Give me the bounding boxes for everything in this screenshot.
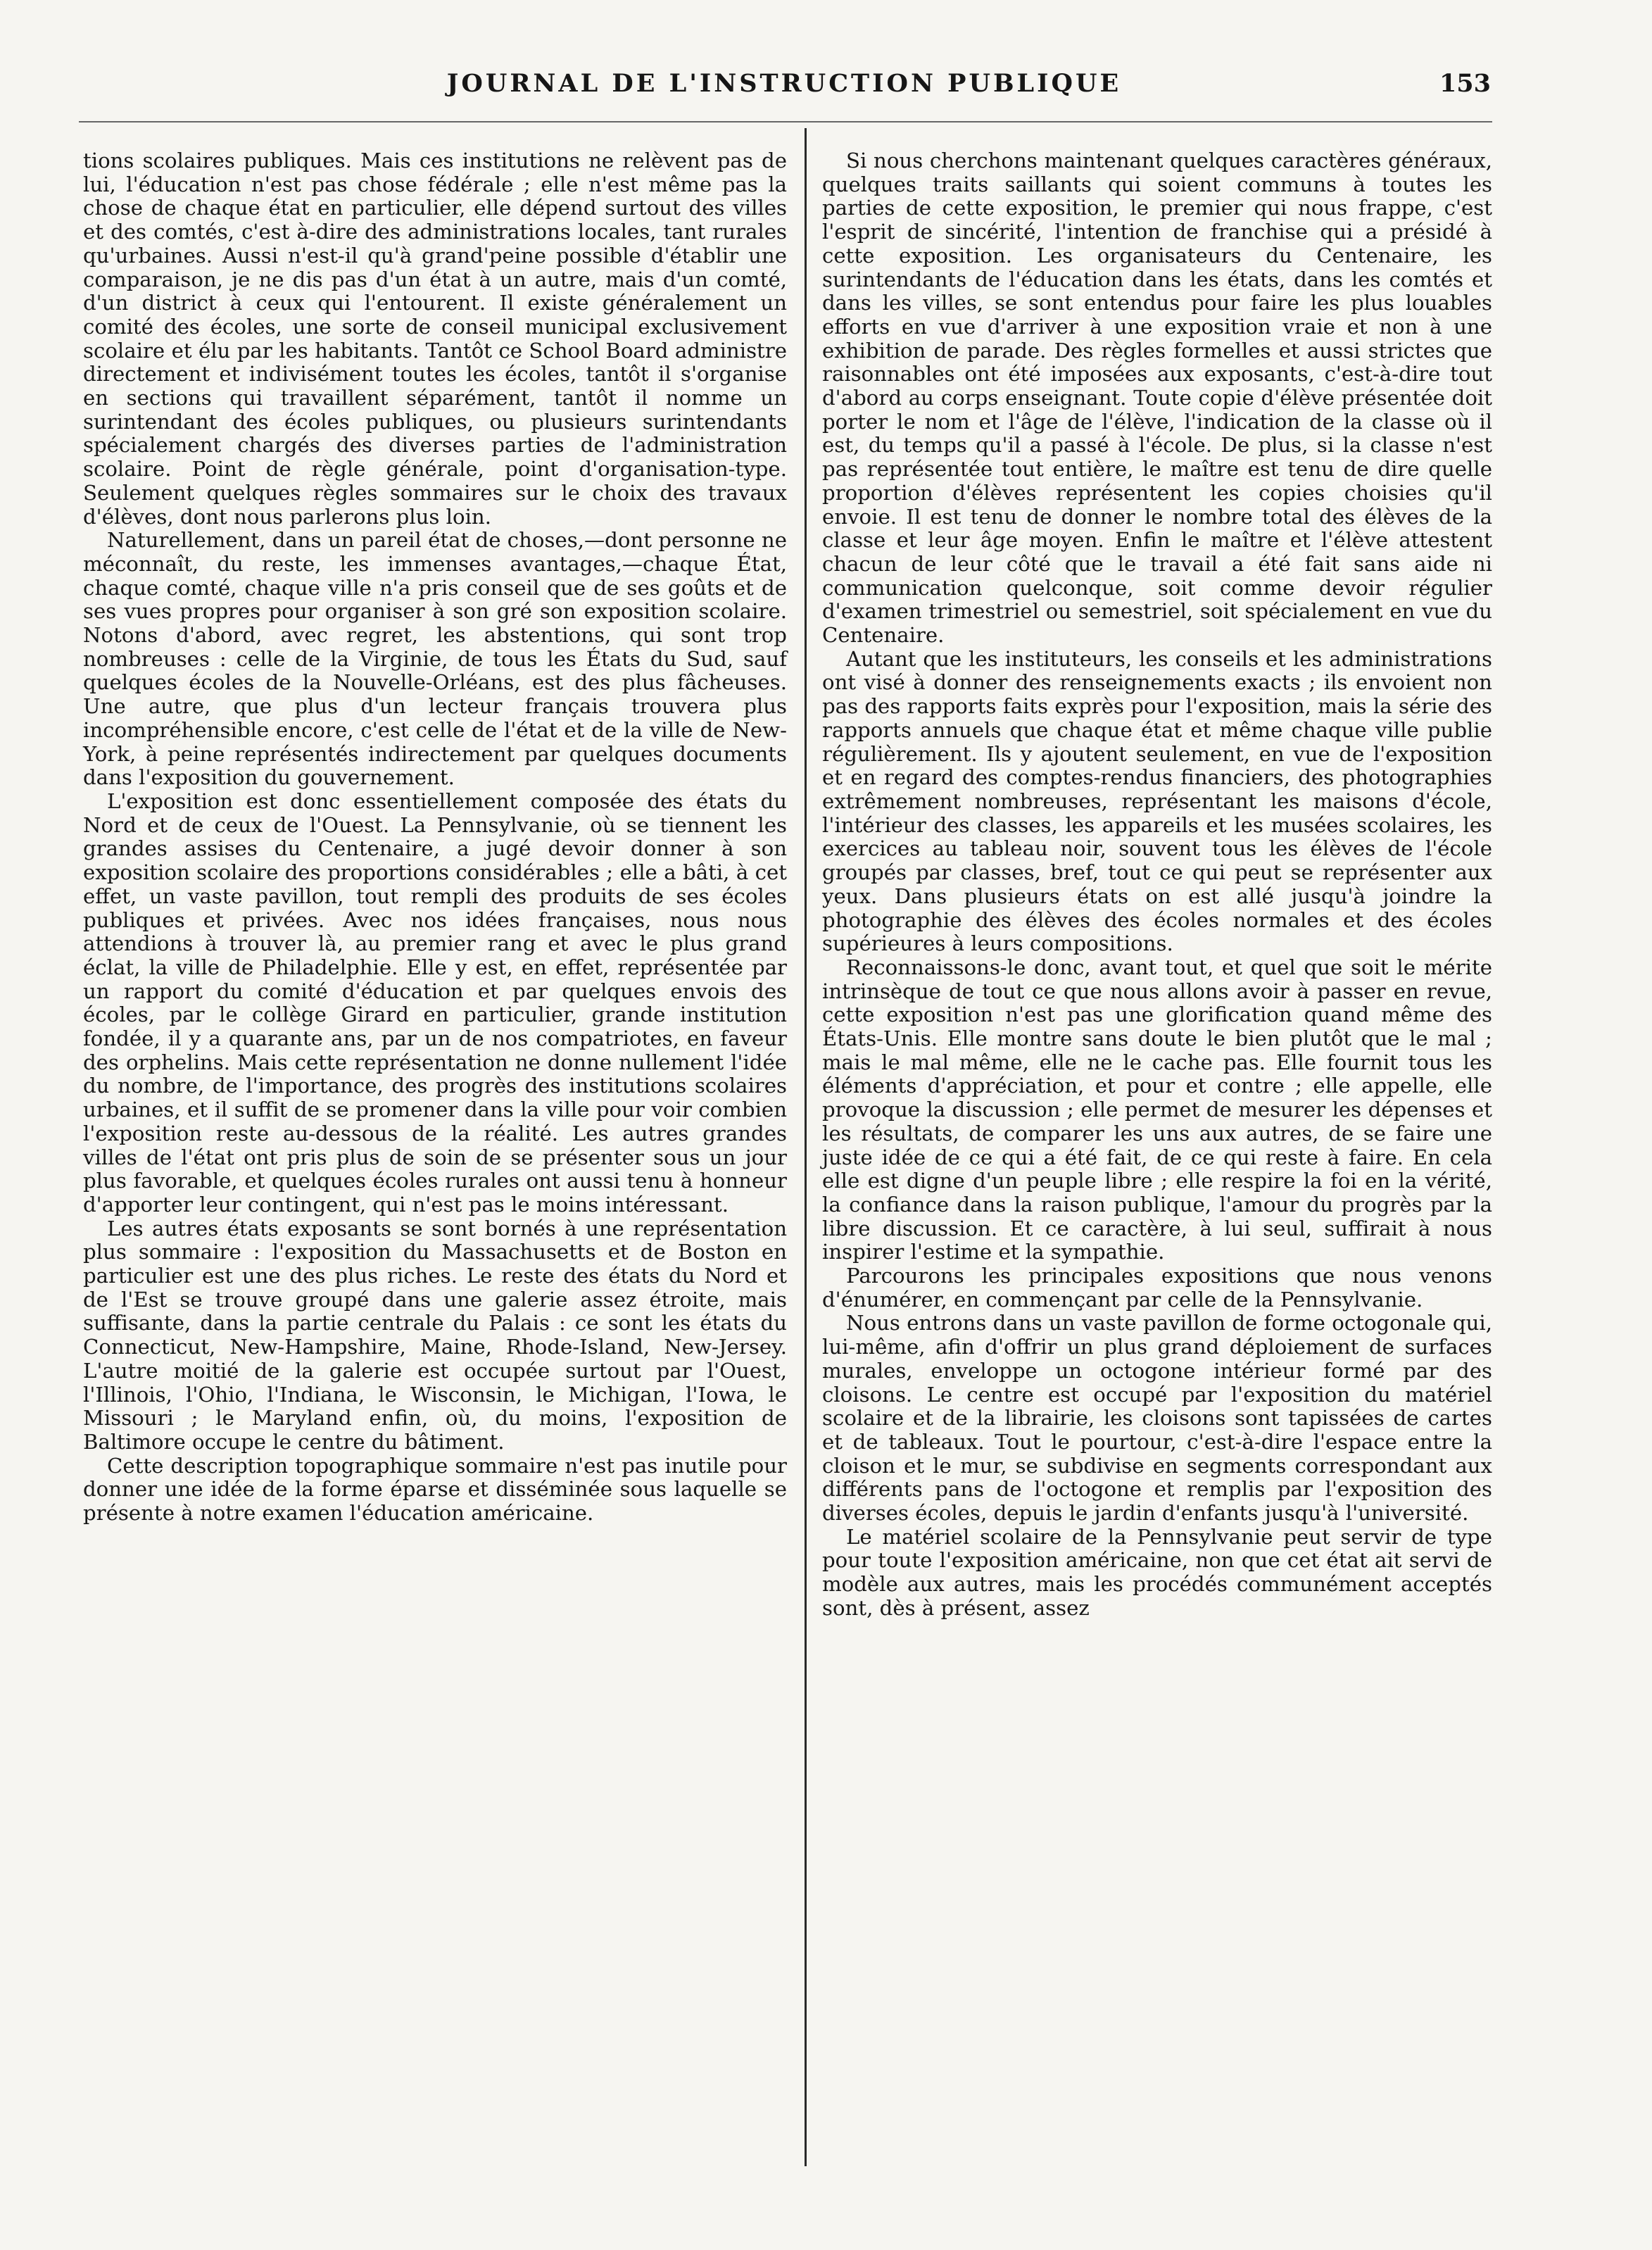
paragraph: Le matériel scolaire de la Pennsylvanie peut servir de type pour toute l'exposition américaine, non que cet état ait servi de modèle aux autres, mais les procédés communément acceptés sont, dès à présent, assez xyxy=(822,1524,1492,1620)
page-number: 153 xyxy=(1439,69,1491,98)
paragraph: tions scolaires publiques. Mais ces institutions ne relèvent pas de lui, l'éducation n'est pas chose fédérale ; elle n'est même pas la chose de chaque état en particulier, elle dépend surtout des villes et des comtés, c'est à-dire des administrations locales, tant rurales qu'urbaines. Aussi n'est-il qu'à grand'peine possible d'établir une comparaison, je ne dis pas d'un état à un autre, mais d'un comté, d'un district à ceux qui l'entourent. Il existe généralement un comité des écoles, une sorte de conseil municipal exclusivement scolaire et élu par les habitants. Tantôt ce School Board administre directement et indivisément toutes les écoles, tantôt il s'organise en sections qui travaillent séparément, tantôt il nomme un surintendant des écoles publiques, ou plusieurs surintendants spécialement chargés des diverses parties de l'administration scolaire. Point de règle générale, point d'organisation-type. Seulement quelques règles sommaires sur le choix des travaux d'élèves, dont nous parlerons plus loin. xyxy=(83,149,787,529)
left-column xyxy=(83,149,787,1526)
right-column xyxy=(822,149,1492,1621)
column-divider xyxy=(805,128,807,2166)
paragraph: Les autres états exposants se sont bornés à une représentation plus sommaire : l'exposition du Massachusetts et de Boston en particulier est une des plus riches. Le reste des états du Nord et de l'Est se trouve groupé dans une galerie assez étroite, mais suffisante, dans la partie centrale du Palais : ce sont les états du Connecticut, New-Hampshire, Maine, Rhode-Island, New-Jersey. L'autre moitié de la galerie est occupée surtout par l'Ouest, l'Illinois, l'Ohio, l'Indiana, le Wisconsin, le Michigan, l'Iowa, le Missouri ; le Maryland enfin, où, du moins, l'exposition de Baltimore occupe le centre du bâtiment. xyxy=(83,1216,787,1454)
running-title: JOURNAL DE L'INSTRUCTION PUBLIQUE xyxy=(446,69,1122,98)
paragraph: Nous entrons dans un vaste pavillon de forme octogonale qui, lui-même, afin d'offrir un plus grand déploiement de surfaces murales, enveloppe un octogone intérieur formé par des cloisons. Le centre est occupé par l'exposition du matériel scolaire et de la librairie, les cloisons sont tapissées de cartes et de tableaux. Tout le pourtour, c'est-à-dire l'espace entre la cloison et le mur, se subdivise en segments correspondant aux différents pans de l'octogone et remplis par l'exposition des diverses écoles, depuis le jardin d'enfants jusqu'à l'université. xyxy=(822,1311,1492,1526)
page-header xyxy=(77,69,1491,106)
paragraph: L'exposition est donc essentiellement composée des états du Nord et de ceux de l'Ouest. La Pennsylvanie, où se tiennent les grandes assises du Centenaire, a jugé devoir donner à son exposition scolaire des proportions considérables ; elle a bâti, à cet effet, un vaste pavillon, tout rempli des produits de ses écoles publiques et privées. Avec nos idées françaises, nous nous attendions à trouver là, au premier rang et avec le plus grand éclat, la ville de Philadelphie. Elle y est, en effet, représentée par un rapport du comité d'éducation et par quelques envois des écoles, par le collège Girard en particulier, grande institution fondée, il y a quarante ans, par un de nos compatriotes, en faveur des orphelins. Mais cette représentation ne donne nullement l'idée du nombre, de l'importance, des progrès des institutions scolaires urbaines, et il suffit de se promener dans la ville pour voir combien l'exposition reste au-dessous de la réalité. Les autres grandes villes de l'état ont pris plus de soin de se présenter sous un jour plus favorable, et quelques écoles rurales ont aussi tenu à honneur d'apporter leur contingent, qui n'est pas le moins intéressant. xyxy=(83,788,787,1217)
paragraph: Cette description topographique sommaire n'est pas inutile pour donner une idée de la forme éparse et disséminée sous laquelle se présente à notre examen l'éducation américaine. xyxy=(83,1453,787,1526)
paragraph: Reconnaissons-le donc, avant tout, et quel que soit le mérite intrinsèque de tout ce que nous allons avoir à passer en revue, cette exposition n'est pas une glorification quand même des États-Unis. Elle montre sans doute le bien plutôt que le mal ; mais le mal même, elle ne le cache pas. Elle fournit tous les éléments d'appréciation, et pour et contre ; elle appelle, elle provoque la discussion ; elle permet de mesurer les dépenses et les résultats, de comparer les uns aux autres, de se faire une juste idée de ce qui a été fait, de ce qui reste à faire. En cela elle est digne d'un peuple libre ; elle respire la foi en la vérité, la confiance dans la raison publique, l'amour du progrès par la libre discussion. Et ce caractère, à lui seul, suffirait à nous inspirer l'estime et la sympathie. xyxy=(822,955,1492,1264)
paragraph: Si nous cherchons maintenant quelques caractères généraux, quelques traits saillants qui soient communs à toutes les parties de cette exposition, le premier qui nous frappe, c'est l'esprit de sincérité, l'intention de franchise qui a présidé à cette exposition. Les organisateurs du Centenaire, les surintendants de l'éducation dans les états, dans les comtés et dans les villes, se sont entendus pour faire les plus louables efforts en vue d'arriver à une exposition vraie et non à une exhibition de parade. Des règles formelles et aussi strictes que raisonnables ont été imposées aux exposants, c'est-à-dire tout d'abord au corps enseignant. Toute copie d'élève présentée doit porter le nom et l'âge de l'élève, l'indication de la classe où il est, du temps qu'il a passé à l'école. De plus, si la classe n'est pas représentée tout entière, le maître est tenu de dire quelle proportion d'élèves représentent les copies choisies qu'il envoie. Il est tenu de donner le nombre total des élèves de la classe et leur âge moyen. Enfin le maître et l'élève attestent chacun de leur côté que le travail a été fait sans aide ni communication quelconque, soit comme devoir régulier d'examen trimestriel ou semestriel, soit spécialement en vue du Centenaire. xyxy=(822,149,1492,648)
paragraph: Parcourons les principales expositions que nous venons d'énumérer, en commençant par celle de la Pennsylvanie. xyxy=(822,1264,1492,1312)
header-rule xyxy=(79,121,1492,122)
paragraph: Naturellement, dans un pareil état de choses,—dont personne ne méconnaît, du reste, les immenses avantages,—chaque État, chaque comté, chaque ville n'a pris conseil que de ses goûts et de ses vues propres pour organiser à son gré son exposition scolaire. Notons d'abord, avec regret, les abstentions, qui sont trop nombreuses : celle de la Virginie, de tous les États du Sud, sauf quelques écoles de la Nouvelle-Orléans, est des plus fâcheuses. Une autre, que plus d'un lecteur français trouvera plus incompréhensible encore, c'est celle de l'état et de la ville de New-York, à peine représentés indirectement par quelques documents dans l'exposition du gouvernement. xyxy=(83,528,787,790)
paragraph: Autant que les instituteurs, les conseils et les administrations ont visé à donner des renseignements exacts ; ils envoient non pas des rapports faits exprès pour l'exposition, mais la série des rapports annuels que chaque état et même chaque ville publie régulièrement. Ils y ajoutent seulement, en vue de l'exposition et en regard des comptes-rendus financiers, des photographies extrêmement nombreuses, représentant les maisons d'école, l'intérieur des classes, les appareils et les musées scolaires, les exercices au tableau noir, souvent tous les élèves de l'école groupés par classes, bref, tout ce qui peut se représenter aux yeux. Dans plusieurs états on est allé jusqu'à joindre la photographie des élèves des écoles normales et des écoles supérieures à leurs compositions. xyxy=(822,646,1492,956)
